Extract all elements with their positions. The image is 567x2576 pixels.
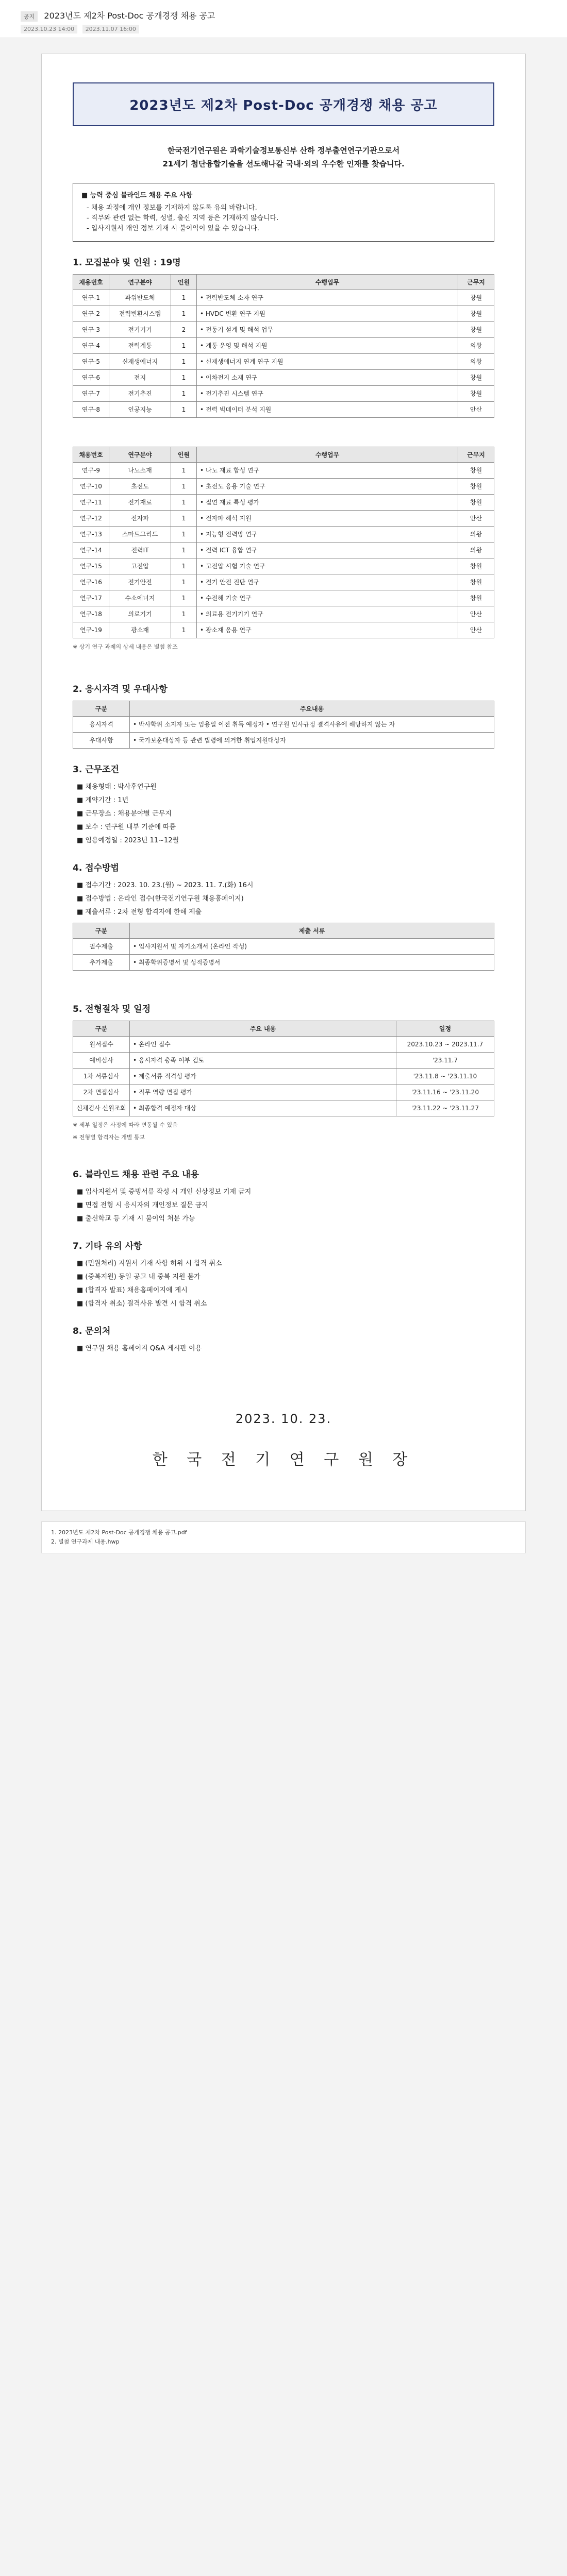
table-cell: 연구-1 xyxy=(73,290,109,306)
table-row xyxy=(73,1084,494,1100)
col-header: 근무지 xyxy=(458,447,494,463)
table-cell: • 수전해 기술 연구 xyxy=(197,590,458,606)
col-header: 제출 서류 xyxy=(130,923,494,939)
table-cell: 전자파 xyxy=(109,511,171,527)
col-header: 구분 xyxy=(73,701,130,717)
schedule-note: ※ 전형별 합격자는 개별 통보 xyxy=(73,1134,145,1141)
list-item: ■ 접수기간 : 2023. 10. 23.(월) ~ 2023. 11. 7.(화) 16시 xyxy=(77,882,254,889)
attachment-link[interactable]: 1. 2023년도 제2차 Post-Doc 공개경쟁 채용 공고.pdf xyxy=(51,1529,187,1536)
table-row xyxy=(73,322,494,338)
post-date: 2023.10.23 14:00 xyxy=(21,25,77,33)
table-cell: • 응시자격 충족 여부 검토 xyxy=(130,1053,396,1069)
table-cell: 신체검사 신원조회 xyxy=(73,1100,130,1116)
col-header: 수행업무 xyxy=(197,275,458,290)
table-cell: 필수제출 xyxy=(73,939,130,955)
table-cell: • 전자파 해석 지원 xyxy=(197,511,458,527)
table-cell: 1 xyxy=(171,622,197,638)
announcement-document xyxy=(41,54,526,1511)
table-cell: 의료기기 xyxy=(109,606,171,622)
table-cell: • 전력 빅데이터 분석 지원 xyxy=(197,402,458,418)
post-meta xyxy=(21,26,546,32)
table-cell: 수소에너지 xyxy=(109,590,171,606)
table-cell: 1 xyxy=(171,558,197,574)
table-row xyxy=(73,733,494,749)
table-cell: • 신재생에너지 연계 연구 지원 xyxy=(197,354,458,370)
table-row xyxy=(73,370,494,386)
recruit-table-1 xyxy=(73,274,494,418)
col-header: 연구분야 xyxy=(109,275,171,290)
table-cell: 1 xyxy=(171,306,197,322)
table-row xyxy=(73,574,494,590)
table-row xyxy=(73,306,494,322)
table-cell: 연구-17 xyxy=(73,590,109,606)
table-cell: 창원 xyxy=(458,495,494,511)
table-cell: 안산 xyxy=(458,511,494,527)
col-header: 수행업무 xyxy=(197,447,458,463)
list-item: ■ 근무장소 : 채용분야별 근무지 xyxy=(77,810,172,818)
table-cell: 스마트그리드 xyxy=(109,527,171,543)
table-cell: • 절연 재료 특성 평가 xyxy=(197,495,458,511)
table-cell: 안산 xyxy=(458,622,494,638)
table-cell: 연구-9 xyxy=(73,463,109,479)
table-cell: 창원 xyxy=(458,306,494,322)
list-item: ■ (중복지원) 동일 공고 내 중복 지원 불가 xyxy=(77,1273,201,1281)
page-header xyxy=(0,0,567,38)
table-cell: 광소재 xyxy=(109,622,171,638)
table-cell: 전력계통 xyxy=(109,338,171,354)
table-row xyxy=(73,1037,494,1053)
table-cell: 원서접수 xyxy=(73,1037,130,1053)
table-row xyxy=(73,955,494,971)
section-1-title: 1. 모집분야 및 인원 : 19명 xyxy=(73,258,181,268)
attachments xyxy=(41,1521,526,1553)
table-cell: 1 xyxy=(171,511,197,527)
table-row xyxy=(73,939,494,955)
table-cell: 1 xyxy=(171,386,197,402)
table-row xyxy=(73,1069,494,1084)
table-cell: 1 xyxy=(171,479,197,495)
table-cell: 창원 xyxy=(458,558,494,574)
table-cell: 전기재료 xyxy=(109,495,171,511)
blind-notice-box xyxy=(73,183,494,242)
table-cell: • 입사지원서 및 자기소개서 (온라인 작성) xyxy=(130,939,494,955)
table-cell: 1 xyxy=(171,463,197,479)
table-row xyxy=(73,511,494,527)
recruit-table-2 xyxy=(73,447,494,638)
list-item: ■ 제출서류 : 2차 전형 합격자에 한해 제출 xyxy=(77,908,202,916)
list-item: ■ 면접 전형 시 응시자의 개인정보 질문 금지 xyxy=(77,1201,208,1209)
section-8-title: 8. 문의처 xyxy=(73,1326,111,1336)
table-cell: 고전압 xyxy=(109,558,171,574)
table-cell: 전력변환시스템 xyxy=(109,306,171,322)
table-cell: 의왕 xyxy=(458,338,494,354)
work-conditions xyxy=(73,781,494,847)
col-header: 인원 xyxy=(171,447,197,463)
table-cell: 창원 xyxy=(458,370,494,386)
table-cell: 파워반도체 xyxy=(109,290,171,306)
attachment-link[interactable]: 2. 별첨 연구과제 내용.hwp xyxy=(51,1538,120,1545)
table-cell: • 전력 ICT 융합 연구 xyxy=(197,543,458,558)
table-cell: • 전력반도체 소자 연구 xyxy=(197,290,458,306)
table-cell: • 의료용 전기기기 연구 xyxy=(197,606,458,622)
table-cell: • 국가보훈대상자 등 관련 법령에 의거한 취업지원대상자 xyxy=(130,733,494,749)
signer: 한 국 전 기 연 구 원 장 xyxy=(152,1451,415,1469)
table-cell: 1 xyxy=(171,338,197,354)
other-notes xyxy=(73,1258,494,1310)
table-row xyxy=(73,290,494,306)
table-row xyxy=(73,479,494,495)
table-cell: 연구-5 xyxy=(73,354,109,370)
table-row xyxy=(73,495,494,511)
table-cell: 연구-16 xyxy=(73,574,109,590)
intro-text xyxy=(73,144,494,171)
table-cell: 창원 xyxy=(458,479,494,495)
table-cell: 2 xyxy=(171,322,197,338)
table-cell: • 초전도 응용 기술 연구 xyxy=(197,479,458,495)
table-cell: 1 xyxy=(171,354,197,370)
section-4-title: 4. 접수방법 xyxy=(73,863,119,873)
table-cell: • 제출서류 적격성 평가 xyxy=(130,1069,396,1084)
table-cell: 1 xyxy=(171,370,197,386)
table-cell: 2차 면접심사 xyxy=(73,1084,130,1100)
table-row xyxy=(73,1100,494,1116)
table-note: ※ 상기 연구 과제의 상세 내용은 별첨 참조 xyxy=(73,643,178,650)
announcement-date: 2023. 10. 23. xyxy=(235,1412,332,1426)
table-cell: 인공지능 xyxy=(109,402,171,418)
table-cell: • 고전압 시험 기술 연구 xyxy=(197,558,458,574)
table-cell: • 박사학위 소지자 또는 임용일 이전 취득 예정자 • 연구원 인사규정 결격사유에 해당하지 않는 자 xyxy=(130,717,494,733)
table-cell: • 이차전지 소재 연구 xyxy=(197,370,458,386)
col-header: 구분 xyxy=(73,1021,130,1037)
col-header: 주요 내용 xyxy=(130,1021,396,1037)
document-title: 2023년도 제2차 Post-Doc 공개경쟁 채용 공고 xyxy=(73,82,494,126)
col-header: 채용번호 xyxy=(73,275,109,290)
table-cell: 1 xyxy=(171,590,197,606)
blind-notice-line: - 입사지원서 개인 정보 기재 시 불이익이 있을 수 있습니다. xyxy=(87,225,259,232)
table-cell: 의왕 xyxy=(458,354,494,370)
table-row xyxy=(73,463,494,479)
table-cell: 1 xyxy=(171,290,197,306)
table-cell: '23.11.22 ~ '23.11.27 xyxy=(396,1100,494,1116)
section-6-title: 6. 블라인드 채용 관련 주요 내용 xyxy=(73,1170,199,1180)
table-cell: 연구-4 xyxy=(73,338,109,354)
section-5-title: 5. 전형절차 및 일정 xyxy=(73,1004,151,1014)
table-cell: 우대사항 xyxy=(73,733,130,749)
post-title: 2023년도 제2차 Post-Doc 공개경쟁 채용 공고 xyxy=(44,11,215,21)
table-cell: • 전동기 설계 및 해석 업무 xyxy=(197,322,458,338)
table-cell: 연구-18 xyxy=(73,606,109,622)
table-cell: 창원 xyxy=(458,290,494,306)
col-header: 구분 xyxy=(73,923,130,939)
table-cell: 1 xyxy=(171,574,197,590)
table-cell: 연구-11 xyxy=(73,495,109,511)
table-cell: 연구-15 xyxy=(73,558,109,574)
col-header: 인원 xyxy=(171,275,197,290)
table-cell: 창원 xyxy=(458,322,494,338)
table-cell: 연구-13 xyxy=(73,527,109,543)
table-row xyxy=(73,386,494,402)
table-cell: 신재생에너지 xyxy=(109,354,171,370)
table-cell: 안산 xyxy=(458,402,494,418)
table-cell: 1 xyxy=(171,543,197,558)
table-cell: • 지능형 전력망 연구 xyxy=(197,527,458,543)
table-cell: • 최종학위증명서 및 성적증명서 xyxy=(130,955,494,971)
table-row xyxy=(73,1053,494,1069)
qualification-table xyxy=(73,701,494,749)
blind-hiring-content xyxy=(73,1186,494,1225)
table-cell: 전기안전 xyxy=(109,574,171,590)
list-item: ■ 계약기간 : 1년 xyxy=(77,796,129,804)
table-cell: 연구-8 xyxy=(73,402,109,418)
table-cell: 창원 xyxy=(458,590,494,606)
table-row xyxy=(73,354,494,370)
table-cell: 의왕 xyxy=(458,527,494,543)
intro-line: 한국전기연구원은 과학기술정보통신부 산하 정부출연연구기관으로서 xyxy=(167,146,400,155)
table-cell: 연구-3 xyxy=(73,322,109,338)
col-header: 연구분야 xyxy=(109,447,171,463)
table-cell: • 온라인 접수 xyxy=(130,1037,396,1053)
contact-info xyxy=(73,1343,494,1355)
table-cell: '23.11.16 ~ '23.11.20 xyxy=(396,1084,494,1100)
schedule-note: ※ 세부 일정은 사정에 따라 변동될 수 있음 xyxy=(73,1122,178,1128)
table-cell: 연구-12 xyxy=(73,511,109,527)
schedule-table xyxy=(73,1021,494,1116)
list-item: ■ 보수 : 연구원 내부 기준에 따름 xyxy=(77,823,176,831)
table-row xyxy=(73,717,494,733)
table-cell: 1 xyxy=(171,495,197,511)
table-cell: '23.11.7 xyxy=(396,1053,494,1069)
table-cell: 1 xyxy=(171,402,197,418)
table-cell: 창원 xyxy=(458,574,494,590)
table-cell: 전지 xyxy=(109,370,171,386)
table-cell: 연구-7 xyxy=(73,386,109,402)
col-header: 일정 xyxy=(396,1021,494,1037)
table-cell: 초전도 xyxy=(109,479,171,495)
table-cell: • 전기 안전 진단 연구 xyxy=(197,574,458,590)
table-cell: 전기추진 xyxy=(109,386,171,402)
table-cell: • 최종합격 예정자 대상 xyxy=(130,1100,396,1116)
blind-notice-line: - 채용 과정에 개인 정보를 기재하지 않도록 유의 바랍니다. xyxy=(87,204,257,212)
table-row xyxy=(73,558,494,574)
table-cell: 1차 서류심사 xyxy=(73,1069,130,1084)
table-cell: 창원 xyxy=(458,386,494,402)
table-cell: 나노소재 xyxy=(109,463,171,479)
list-item: ■ (합격자 취소) 결격사유 발견 시 합격 취소 xyxy=(77,1300,207,1308)
notice-tag: 공지 xyxy=(21,11,38,22)
col-header: 채용번호 xyxy=(73,447,109,463)
table-cell: 연구-10 xyxy=(73,479,109,495)
table-cell: 1 xyxy=(171,606,197,622)
section-7-title: 7. 기타 유의 사항 xyxy=(73,1241,142,1251)
list-item: ■ (합격자 발표) 채용홈페이지에 게시 xyxy=(77,1286,188,1294)
list-item: ■ 채용형태 : 박사후연구원 xyxy=(77,783,157,791)
blind-notice-head: ■ 능력 중심 블라인드 채용 주요 사항 xyxy=(81,192,193,199)
table-cell: 추가제출 xyxy=(73,955,130,971)
list-item: ■ 접수방법 : 온라인 접수(한국전기연구원 채용홈페이지) xyxy=(77,895,244,903)
table-cell: 1 xyxy=(171,527,197,543)
table-cell: 의왕 xyxy=(458,543,494,558)
section-2-title: 2. 응시자격 및 우대사항 xyxy=(73,684,168,694)
table-cell: 창원 xyxy=(458,463,494,479)
table-cell: 예비심사 xyxy=(73,1053,130,1069)
table-cell: • 직무 역량 면접 평가 xyxy=(130,1084,396,1100)
col-header: 주요내용 xyxy=(130,701,494,717)
blind-notice-line: - 직무와 관련 없는 학력, 성별, 출신 지역 등은 기재하지 않습니다. xyxy=(87,214,279,222)
section-3-title: 3. 근무조건 xyxy=(73,765,119,775)
list-item: ■ 입사지원서 및 증빙서류 작성 시 개인 신상정보 기재 금지 xyxy=(77,1188,252,1196)
documents-table xyxy=(73,923,494,971)
post-deadline: 2023.11.07 16:00 xyxy=(82,25,139,33)
table-row xyxy=(73,622,494,638)
table-row xyxy=(73,402,494,418)
table-cell: 연구-14 xyxy=(73,543,109,558)
col-header: 근무지 xyxy=(458,275,494,290)
table-cell: 전기기기 xyxy=(109,322,171,338)
list-item: ■ 출신학교 등 기재 시 불이익 처분 가능 xyxy=(77,1215,195,1223)
table-cell: 응시자격 xyxy=(73,717,130,733)
table-cell: 연구-2 xyxy=(73,306,109,322)
intro-line: 21세기 첨단융합기술을 선도해나갈 국내·외의 우수한 인재를 찾습니다. xyxy=(162,159,405,168)
table-cell: '23.11.8 ~ '23.11.10 xyxy=(396,1069,494,1084)
table-row xyxy=(73,543,494,558)
table-cell: 전력IT xyxy=(109,543,171,558)
table-cell: 안산 xyxy=(458,606,494,622)
table-cell: • 광소재 응용 연구 xyxy=(197,622,458,638)
table-cell: • HVDC 변환 연구 지원 xyxy=(197,306,458,322)
table-cell: 연구-19 xyxy=(73,622,109,638)
table-cell: • 나노 재료 합성 연구 xyxy=(197,463,458,479)
table-row xyxy=(73,338,494,354)
table-cell: 연구-6 xyxy=(73,370,109,386)
list-item: ■ (민원처리) 지원서 기재 사항 허위 시 합격 취소 xyxy=(77,1260,222,1267)
table-row xyxy=(73,590,494,606)
table-row xyxy=(73,606,494,622)
list-item: ■ 임용예정일 : 2023년 11~12월 xyxy=(77,837,179,844)
table-cell: 2023.10.23 ~ 2023.11.7 xyxy=(396,1037,494,1053)
table-cell: • 계통 운영 및 해석 지원 xyxy=(197,338,458,354)
application-method xyxy=(73,879,494,919)
table-cell: • 전기추진 시스템 연구 xyxy=(197,386,458,402)
table-row xyxy=(73,527,494,543)
list-item: ■ 연구원 채용 홈페이지 Q&A 게시판 이용 xyxy=(77,1345,202,1352)
